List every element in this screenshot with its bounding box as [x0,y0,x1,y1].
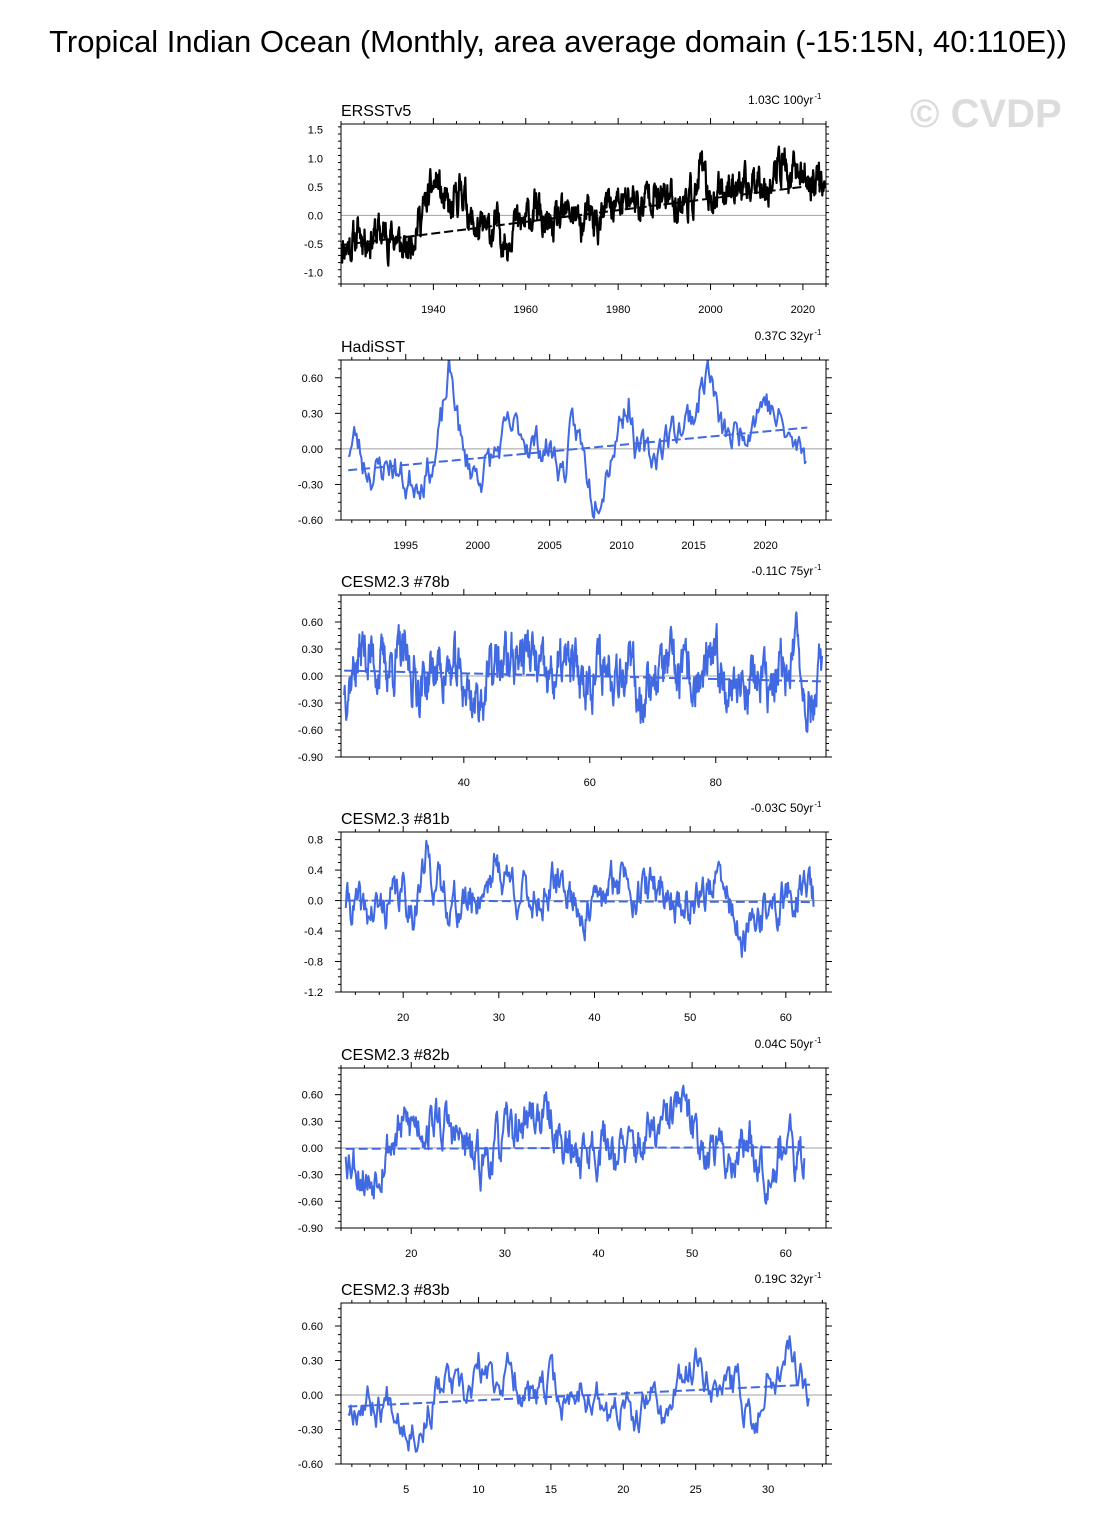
trend-label: -0.03C 50yr [750,801,814,815]
data-series-line [341,147,825,266]
y-tick-label: -0.60 [297,1196,323,1209]
y-tick-label: 0.5 [307,181,323,194]
y-tick-label: -1.2 [304,987,323,999]
trend-line [341,184,826,245]
y-tick-label: 0.0 [307,895,323,908]
trend-label: 0.04C 50yr [754,1037,814,1051]
y-tick-label: -0.30 [297,1169,323,1182]
y-tick-label: -0.60 [297,515,323,527]
x-tick-label: 60 [779,1248,792,1260]
y-tick-label: 0.30 [301,644,323,656]
x-tick-label: 1980 [605,304,631,316]
trend-label-superscript: -1 [814,328,822,337]
y-tick-label: 0.60 [301,372,323,385]
y-tick-label: 0.4 [307,865,323,878]
y-tick-label: 0.30 [301,408,323,421]
data-series-line [348,356,806,518]
x-tick-label: 20 [617,1484,630,1496]
trend-label: 0.19C 32yr [754,1272,814,1286]
y-tick-label: 0.00 [301,443,323,456]
x-tick-label: 2000 [465,540,490,552]
data-series-line [346,1086,805,1204]
trend-label-superscript: -1 [814,92,822,101]
x-tick-label: 2020 [790,304,816,316]
panel-title: CESM2.3 #83b [341,1282,450,1299]
x-tick-label: 20 [397,1012,410,1024]
x-tick-label: 10 [472,1484,485,1496]
y-tick-label: 0.60 [301,617,323,629]
y-tick-label: 0.30 [301,1355,323,1368]
chart-panel-2 [298,328,832,552]
y-tick-label: 0.60 [301,1089,323,1102]
x-tick-label: 1995 [393,540,419,552]
x-tick-label: 2015 [681,540,706,552]
y-tick-label: -0.30 [297,479,323,492]
chart-panel-3 [298,563,832,789]
x-tick-label: 50 [684,1012,697,1024]
chart-panel-1 [304,92,829,316]
y-tick-label: 0.60 [301,1321,323,1333]
panel-title: CESM2.3 #78b [341,574,450,591]
trend-label: 1.03C 100yr [747,93,814,107]
x-tick-label: 15 [544,1484,558,1496]
panel-title: ERSSTv5 [341,103,412,120]
x-tick-label: 2000 [698,304,723,316]
y-tick-label: -0.5 [304,239,323,251]
y-tick-label: -0.90 [297,1223,323,1235]
y-tick-label: 0.00 [301,1390,323,1402]
trend-label-superscript: -1 [814,1271,822,1280]
x-tick-label: 2005 [537,540,562,552]
y-tick-label: 1.5 [307,124,323,137]
y-tick-label: -0.60 [297,725,323,737]
x-tick-label: 25 [689,1484,702,1496]
y-tick-label: -0.30 [297,698,323,710]
y-tick-label: -0.90 [297,752,323,764]
x-tick-label: 1960 [513,304,539,316]
trend-label-superscript: -1 [814,800,822,809]
x-tick-label: 40 [592,1248,605,1260]
y-tick-label: -0.30 [297,1424,323,1437]
trend-label-superscript: -1 [814,1036,822,1045]
x-tick-label: 30 [761,1484,775,1496]
y-tick-label: 1.0 [307,153,323,166]
trend-label-superscript: -1 [814,563,822,572]
y-tick-label: 0.00 [301,1143,323,1155]
chart-panel-4 [304,800,832,1024]
y-tick-label: 0.0 [307,210,323,223]
x-tick-label: 40 [457,777,470,789]
trend-label: 0.37C 32yr [754,329,814,343]
panel-title: CESM2.3 #81b [341,811,450,828]
x-tick-label: 60 [583,777,596,789]
plot-frame [341,124,826,284]
chart-panel-6 [298,1271,832,1496]
x-tick-label: 80 [709,777,722,789]
panel-title: CESM2.3 #82b [341,1047,450,1064]
x-tick-label: 30 [498,1248,511,1260]
y-tick-label: -0.60 [297,1459,323,1471]
x-tick-label: 1940 [421,304,446,316]
y-tick-label: -1.0 [304,267,323,280]
page-title: Tropical Indian Ocean (Monthly, area average domain (-15:15N, 40:110E)) [49,24,1067,59]
x-tick-label: 40 [588,1012,601,1024]
y-tick-label: -0.8 [304,956,323,969]
x-tick-label: 50 [685,1248,699,1260]
y-tick-label: -0.4 [304,926,323,939]
y-tick-label: 0.30 [301,1116,323,1129]
y-tick-label: 0.00 [301,671,323,683]
x-tick-label: 30 [492,1012,505,1024]
x-tick-label: 20 [405,1248,418,1260]
y-tick-label: 0.8 [307,834,323,847]
data-series-line [346,841,815,957]
x-tick-label: 2020 [753,540,778,552]
trend-label: -0.11C 75yr [751,564,814,578]
x-tick-label: 2010 [609,540,634,552]
cvdp-watermark: © CVDP [910,92,1062,136]
x-tick-label: 5 [403,1484,410,1496]
data-series-line [348,1336,809,1452]
panel-title: HadiSST [341,339,406,356]
x-tick-label: 60 [779,1012,792,1024]
chart-panel-5 [298,1036,832,1260]
